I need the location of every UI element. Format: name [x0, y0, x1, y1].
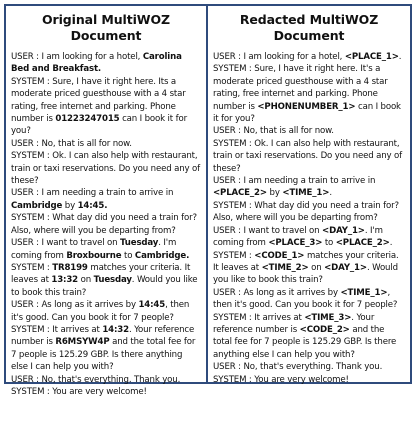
dialogue-turn	[213, 225, 405, 250]
dialogue-turn	[11, 237, 201, 262]
original-dialogue	[11, 51, 201, 398]
turn-text: .	[329, 188, 332, 199]
turn-text: by	[266, 188, 283, 199]
turn-text: SYSTEM : It arrives at	[11, 324, 103, 335]
comparison-figure	[4, 4, 412, 397]
turn-text: . Your reference number is	[213, 312, 375, 335]
turn-text: .	[398, 52, 402, 62]
turn-text: , then it's good. Can you book it for 7 people?	[213, 287, 398, 311]
dialogue-turn	[213, 63, 405, 125]
redacted-document-column	[208, 6, 410, 385]
entity-text: <CODE_2>	[299, 324, 350, 335]
turn-text: USER : I am needing a train to arrive in	[213, 176, 376, 187]
dialogue-turn	[11, 262, 201, 299]
redacted-dialogue	[213, 51, 405, 386]
entity-text: Cambridge.	[134, 250, 190, 261]
turn-text: , then it's good. Can you book it for 7 people?	[11, 300, 190, 323]
turn-text: on	[78, 275, 94, 286]
turn-text: USER : I am looking for a hotel,	[11, 52, 143, 62]
entity-text: TR8199	[52, 262, 88, 273]
dialogue-turn	[213, 361, 405, 373]
entity-text: Tuesday	[93, 275, 132, 286]
turn-text: USER : As long as it arrives by	[11, 300, 139, 311]
turn-text: and the total fee for 7 people is 125.29 GBP. Is there anything else I can help you with?	[213, 324, 397, 360]
turn-text: on	[308, 262, 325, 273]
turn-text: USER : No, that's everything. Thank you.	[11, 374, 181, 385]
entity-text: <PLACE_2>	[213, 188, 267, 199]
turn-text: to	[322, 238, 336, 249]
turn-text: can I book it for you?	[213, 101, 401, 125]
entity-text: <PLACE_1>	[344, 52, 399, 62]
entity-text: 13:32	[51, 275, 78, 286]
turn-text: . Would you like to book this train?	[213, 262, 398, 286]
dialogue-turn	[11, 51, 201, 76]
dialogue-turn	[213, 175, 405, 200]
turn-text: SYSTEM : What day did you need a train for? Also, where will you be departing from?	[11, 213, 197, 236]
turn-text: SYSTEM : What day did you need a train for? Also, where will you be departing from?	[213, 200, 399, 224]
entity-text: R6MSYW4P	[55, 337, 110, 348]
turn-text: USER : No, that is all for now.	[213, 126, 334, 137]
entity-text: <PLACE_3>	[268, 238, 323, 249]
turn-text: SYSTEM : Sure, I have it right here. It's a moderate priced guesthouse with a 4 star rating, free internet and parking. Phone number is	[213, 64, 388, 112]
dialogue-turn	[213, 250, 405, 287]
turn-text: SYSTEM :	[11, 262, 53, 273]
dialogue-turn	[213, 312, 405, 362]
turn-text: matches your criteria. It leaves at	[11, 262, 191, 286]
dialogue-turn	[11, 374, 201, 386]
turn-text: USER : I am looking for a hotel,	[213, 52, 345, 62]
entity-text: <TIME_2>	[261, 262, 309, 273]
turn-text: USER : I want to travel on	[11, 238, 121, 249]
turn-text: by	[62, 200, 78, 211]
turn-text: SYSTEM : Ok. I can also help with restaurant, train or taxi reservations. Do you need any of these?	[213, 138, 403, 174]
dialogue-turn	[11, 76, 201, 138]
entity-text: Carolina Bed and Breakfast.	[11, 52, 182, 75]
entity-text: Tuesday	[120, 238, 159, 249]
dialogue-turn	[11, 138, 201, 150]
entity-text: <PLACE_2>	[335, 238, 390, 249]
dialogue-turn	[11, 212, 201, 237]
turn-text: USER : I want to travel on	[213, 225, 323, 236]
turn-text: USER : I am needing a train to arrive in	[11, 188, 174, 199]
entity-text: 01223247015	[55, 114, 120, 125]
original-document-title: Original MultiWOZ Document	[42, 12, 170, 43]
turn-text: SYSTEM :	[213, 250, 255, 261]
redacted-document-title: Redacted MultiWOZ Document	[239, 12, 379, 43]
turn-text: SYSTEM : Sure, I have it right here. Its a moderate priced guesthouse with a 4 star rating, free internet and parking. Phone number is	[11, 76, 186, 125]
dialogue-turn	[11, 324, 201, 374]
turn-text: . I'm coming from	[213, 225, 383, 249]
turn-text: matches your criteria. It leaves at	[213, 250, 399, 273]
dialogue-turn	[213, 287, 405, 312]
turn-text: . Would you like to book this train?	[11, 275, 198, 298]
turn-text: USER : As long as it arrives by	[213, 287, 341, 298]
dialogue-turn	[213, 200, 405, 225]
entity-text: <DAY_1>	[322, 225, 365, 236]
dialogue-turn	[11, 386, 201, 398]
turn-text: . Your reference number is	[11, 324, 195, 348]
turn-text: SYSTEM : Ok. I can also help with restaurant, train or taxi reservations. Do you need any of these?	[11, 151, 201, 187]
entity-text: Cambridge	[11, 200, 63, 211]
dialogue-turn	[213, 138, 405, 175]
entity-text: 14:45	[138, 300, 166, 311]
dialogue-turn	[11, 299, 201, 324]
dialogue-turn	[11, 187, 201, 212]
entity-text: <TIME_1>	[340, 287, 388, 298]
entity-text: <PHONENUMBER_1>	[257, 101, 356, 112]
dialogue-turn	[213, 51, 405, 63]
turn-text: USER : No, that's everything. Thank you.	[213, 362, 383, 373]
turn-text: SYSTEM : It arrives at	[213, 312, 305, 323]
turn-text: SYSTEM : You are very welcome!	[11, 386, 147, 397]
entity-text: <DAY_1>	[324, 262, 367, 273]
dialogue-turn	[213, 374, 405, 386]
entity-text: <TIME_3>	[304, 312, 352, 323]
turn-text: can I book it for you?	[11, 114, 187, 137]
turn-text: SYSTEM : You are very welcome!	[213, 374, 349, 385]
dialogue-turn	[11, 150, 201, 187]
original-document-column	[6, 6, 208, 397]
turn-text: .	[389, 238, 393, 249]
turn-text: to	[121, 250, 135, 261]
entity-text: 14:45.	[77, 200, 108, 211]
entity-text: <TIME_1>	[282, 188, 330, 199]
entity-text: Broxbourne	[66, 250, 122, 261]
entity-text: <CODE_1>	[254, 250, 305, 261]
turn-text: and the total fee for 7 people is 125.29 GBP. Is there anything else I can help you with?	[11, 337, 196, 373]
turn-text: USER : No, that is all for now.	[11, 138, 132, 149]
dialogue-turn	[213, 125, 405, 137]
turn-text: . I'm coming from	[11, 238, 177, 261]
entity-text: 14:32	[102, 324, 129, 335]
